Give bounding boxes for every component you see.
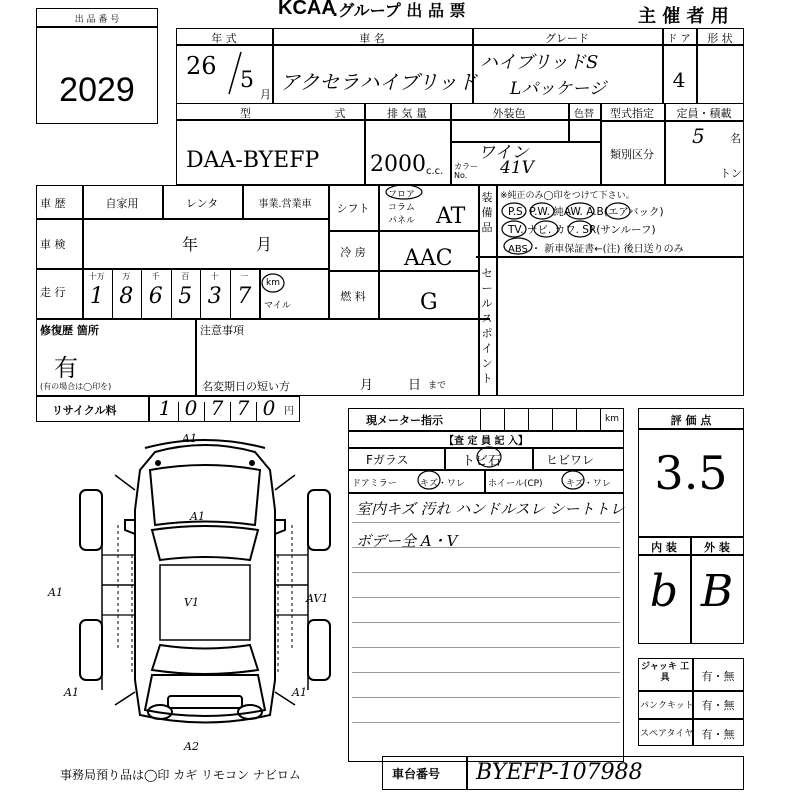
jack-label: ジャッキ 工 具 (641, 662, 689, 683)
repair-value: 有 (54, 354, 78, 382)
notes-label: 注意事項 (200, 324, 244, 337)
puncture-label: パンクキット (640, 701, 694, 711)
type-label: 型 式 (240, 107, 386, 120)
shift-value: AT (436, 204, 466, 229)
fuel-value: G (420, 290, 438, 315)
equipment-label: 装備品 (481, 191, 493, 234)
shift-label: シフト (336, 202, 370, 215)
fuel-label: 燃 料 (340, 290, 366, 303)
grade-label: グレード (545, 32, 589, 45)
shift-floor-circle (384, 184, 424, 200)
chassis-value: BYEFP-107988 (476, 760, 643, 785)
rating-label: 評 価 点 (670, 414, 712, 427)
mileage-digit-label: 十万 (88, 272, 105, 281)
color-no-value: 41V (500, 158, 534, 178)
name-change-label: 名変期日の短い方 (202, 380, 290, 393)
mileage-digit-label: 百 (181, 272, 190, 281)
mark-left: A1 (48, 586, 63, 599)
class-label: 類別区分 (610, 148, 654, 161)
exterior-color-label: 外装色 (492, 107, 526, 120)
month-suffix: 月 (260, 88, 271, 101)
capacity-unit: 名 (730, 132, 741, 145)
rating-value: 3.5 (654, 446, 728, 500)
repair-label: 修復歴 箇所 (40, 324, 99, 337)
mileage-digit: 8 (119, 284, 134, 309)
type-designation-label: 型式指定 (610, 107, 654, 120)
mile-label: マイル (264, 301, 291, 311)
mileage-digit-label: 一 (240, 272, 249, 281)
lot-number-label: 出 品 番 号 (74, 15, 120, 25)
mark-front: A1 (182, 432, 197, 445)
recycle-digit: 7 (210, 396, 224, 420)
mileage-digit-label: 千 (151, 272, 160, 281)
exterior-value: B (700, 566, 734, 617)
organizer-label: 主 催 者 用 (638, 6, 729, 27)
capacity-label: 定員・積載 (676, 107, 732, 120)
tobi-ishi-label: トビ石 (462, 454, 502, 469)
mileage-digit: 5 (178, 284, 193, 309)
color-change-label: 色替 (574, 109, 594, 120)
equip-line-3: ABS ・ 新車保証書←(注) 後日送りのみ (508, 244, 684, 255)
mileage-digit: 6 (148, 284, 163, 309)
cc-unit: c.c. (426, 166, 444, 177)
business-label: 事業.営業車 (258, 199, 312, 210)
equip-line-1: P.S. P.W. 純AW. A.B(エアバック) (508, 206, 664, 218)
capacity-value: 5 (692, 124, 705, 148)
displacement-label: 排 気 量 (387, 107, 427, 120)
puncture-option: 有・無 (701, 699, 735, 712)
wheel-label: ホイール(CP) (488, 479, 543, 489)
private-label: 自家用 (105, 197, 139, 210)
ac-value: AAC (404, 246, 453, 271)
car-name-value: アクセラハイブリッド (280, 70, 478, 94)
km-circle (260, 272, 286, 294)
recycle-digit: 0 (262, 396, 276, 420)
mileage-digit: 7 (237, 284, 252, 309)
ac-label: 冷 房 (340, 246, 366, 259)
equipment-circles (500, 198, 740, 258)
door-value: 4 (672, 68, 686, 92)
repair-note: (有の場合は◯印を) (40, 382, 112, 391)
shift-panel-label: パネル (388, 216, 416, 226)
exterior-color-value: ワイン (478, 143, 529, 163)
mark-hood: A1 (190, 510, 205, 523)
equipment-note: ※純正のみ◯印をつけて下さい。 (500, 191, 635, 201)
year-label: 年 式 (211, 32, 237, 45)
kizu-ware-1-circle (416, 469, 442, 491)
tobi-ishi-circle (474, 444, 504, 470)
mark-rear: A2 (184, 740, 199, 753)
recycle-unit: 円 (284, 406, 294, 417)
shape-label: 形 状 (707, 32, 733, 45)
equip-line-2: TV. ナビ. カワ. SR(サンルーフ) (508, 224, 656, 236)
displacement-value: 2000 (370, 152, 426, 177)
interior-value: b (649, 566, 679, 617)
door-label: ド ア (667, 34, 691, 45)
shift-column-label: コラム (388, 203, 415, 213)
inspector-title: 【査 定 員 記 入】 (444, 436, 528, 447)
mileage-digit-label: 十 (210, 272, 219, 281)
exterior-label: 外 装 (704, 541, 730, 554)
f-glass-label: Fガラス (366, 453, 409, 467)
kizu-ware-2-circle (560, 469, 586, 491)
recycle-label: リサイクル料 (52, 404, 117, 417)
kizu-ware-1-label: キズ・ワレ (420, 479, 465, 489)
mark-rear-left: A1 (64, 686, 79, 699)
year-value: 26 (186, 52, 217, 80)
type-value: DAA-BYEFP (186, 148, 320, 173)
car-diagram (70, 430, 340, 750)
inspector-note-2: ボデー全 A・V (356, 532, 458, 550)
history-label: 車 歴 (40, 197, 66, 210)
jack-option: 有・無 (701, 670, 735, 683)
mileage-label: 走 行 (40, 286, 66, 299)
inspector-note-1: 室内キズ 汚れ ハンドルスレ シートトレ (356, 500, 625, 518)
inspection-label: 車 検 (40, 238, 66, 251)
mileage-digit: 1 (89, 284, 104, 309)
recycle-digit: 1 (158, 396, 172, 420)
name-change-day: 日 (408, 378, 422, 393)
interior-label: 内 装 (651, 541, 677, 554)
recycle-digit: 7 (236, 396, 250, 420)
grade-value-1: ハイブリッドS (480, 52, 599, 73)
load-unit: トン (720, 167, 742, 180)
hibi-ware-label: ヒビワレ (546, 453, 595, 467)
meter-label: 現メーター指示 (366, 414, 443, 427)
mileage-digit: 3 (207, 284, 222, 309)
chassis-label: 車台番号 (392, 767, 441, 781)
recycle-digit: 0 (184, 396, 198, 420)
month-value: 5 (240, 68, 254, 93)
meter-unit: km (605, 414, 619, 424)
mark-rear-right: A1 (292, 686, 307, 699)
mark-roof: V1 (184, 596, 199, 609)
grade-value-2: Lパッケージ (510, 79, 606, 99)
org-logo: KCAA (278, 0, 336, 19)
spare-label: スペアタイヤ (640, 729, 694, 739)
rental-label: レンタ (185, 197, 219, 210)
inspection-month-unit: 月 (256, 235, 273, 254)
km-label: km (266, 278, 280, 288)
mark-right: AV1 (306, 592, 329, 605)
car-name-label: 車 名 (359, 32, 385, 45)
name-change-month: 月 (360, 378, 374, 393)
spare-option: 有・無 (701, 728, 735, 741)
office-note: 事務局預り品は◯印 カギ リモコン ナビロム (60, 768, 301, 782)
shift-floor-label: フロア (388, 190, 416, 200)
door-mirror-label: ドアミラー (352, 479, 397, 489)
form-title: .グループ 出 品 票 (332, 1, 466, 20)
mileage-digit-label: 万 (122, 272, 131, 281)
lot-number-value: 2029 (59, 71, 135, 109)
color-no-label: カラー No. (454, 162, 478, 180)
kizu-ware-2-label: キズ・ワレ (566, 479, 611, 489)
name-change-until: まで (428, 381, 447, 391)
inspection-year-unit: 年 (182, 235, 199, 254)
sales-point-label: セールスポイント (481, 267, 493, 385)
